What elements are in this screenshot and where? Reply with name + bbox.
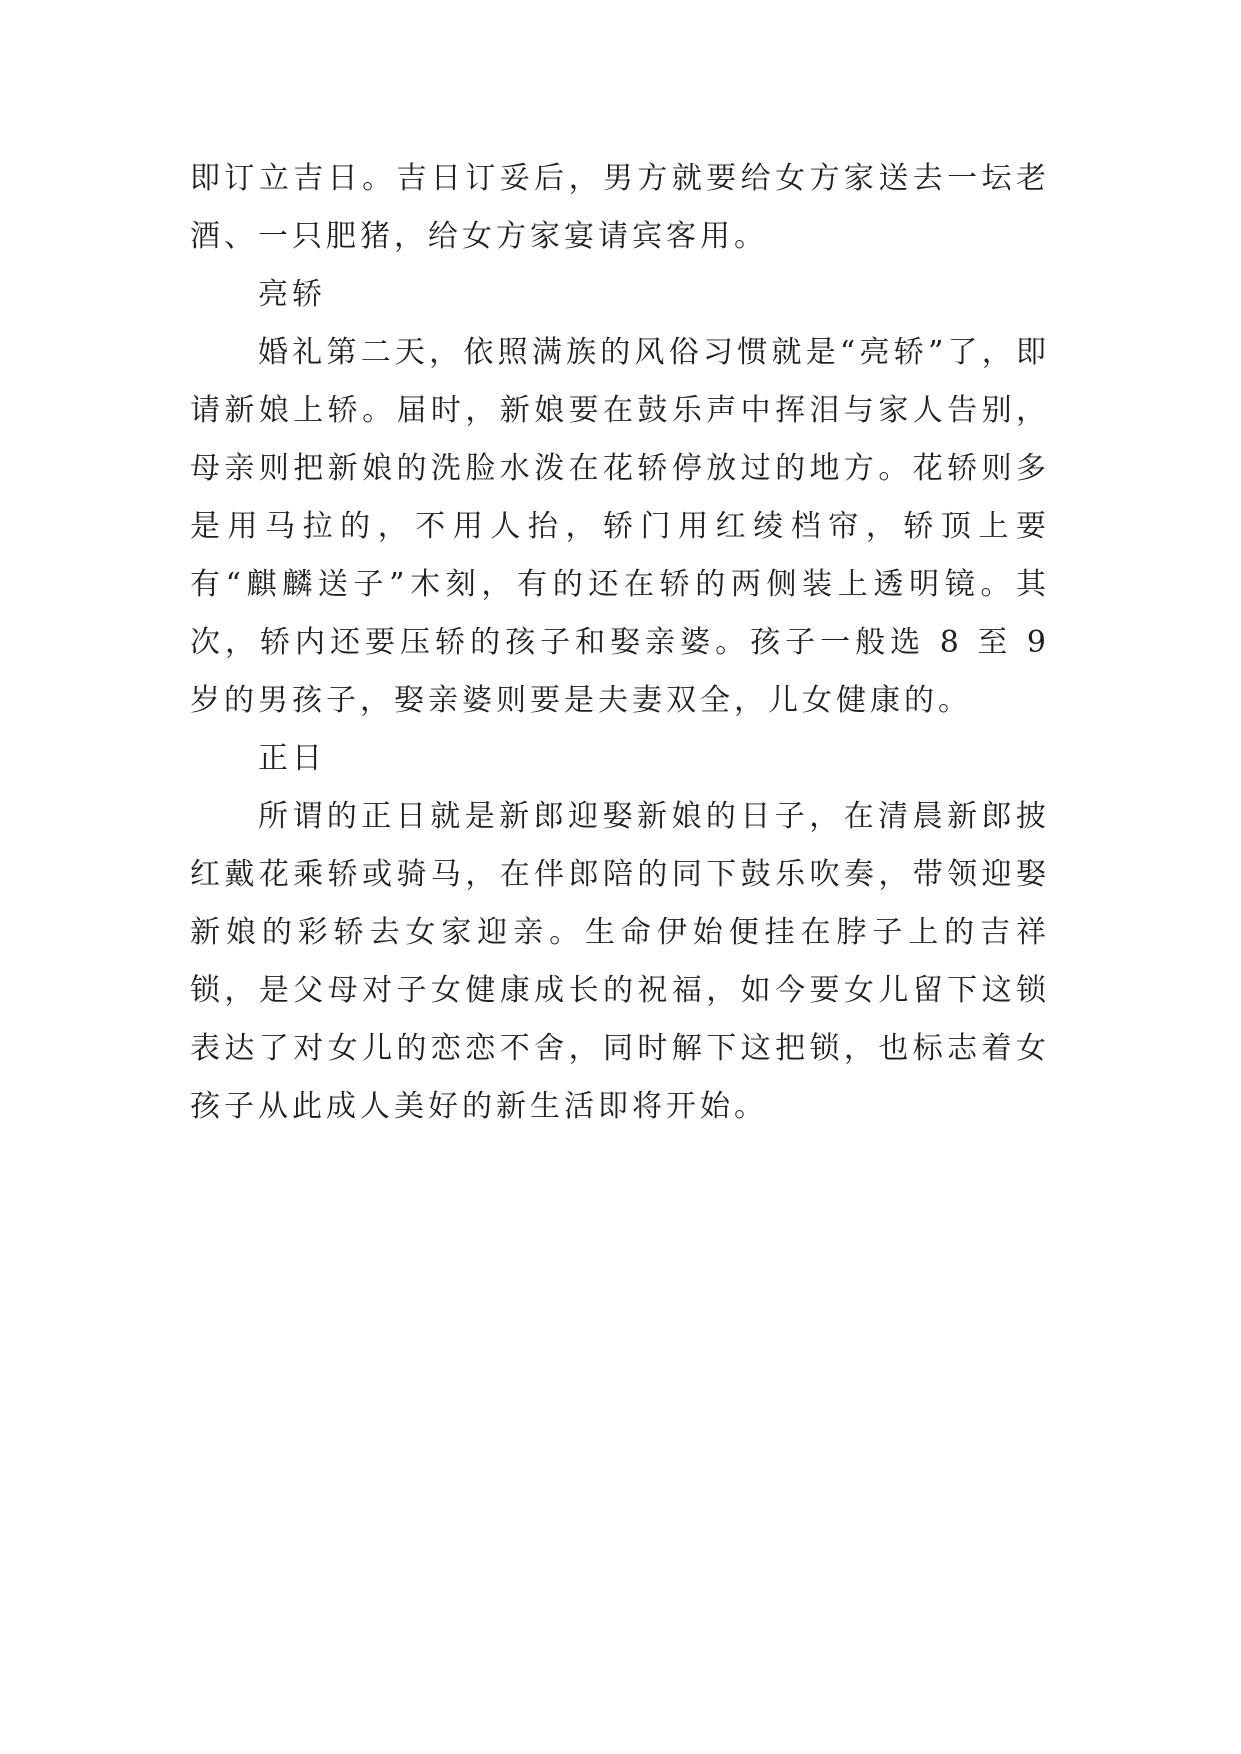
paragraph-zhengri: 所谓的正日就是新郎迎娶新娘的日子，在清晨新郎披红戴花乘轿或骑马，在伴郎陪的同下鼓乐吹奏，带领迎娶新娘的彩轿去女家迎亲。生命伊始便挂在脖子上的吉祥锁，是父母对子女健康成长的祝福，如今要女儿留下这锁表达了对女儿的恋恋不舍，同时解下这把锁，也标志着女孩子从此成人美好的新生活即将开始。 <box>190 799 1050 1124</box>
document-body <box>190 150 1050 1136</box>
section-heading-zhengri: 正日 <box>258 741 326 776</box>
section-heading-liangjiao: 亮轿 <box>258 277 326 312</box>
paragraph-liangjiao: 婚礼第二天，依照满族的风俗习惯就是“亮轿”了，即请新娘上轿。届时，新娘要在鼓乐声中挥泪与家人告别，母亲则把新娘的洗脸水泼在花轿停放过的地方。花轿则多是用马拉的，不用人抬，轿门用红绫档帘，轿顶上要有“麒麟送子”木刻，有的还在轿的两侧装上透明镜。其次，轿内还要压轿的孩子和娶亲婆。孩子一般选 8 至 9 岁的男孩子，娶亲婆则要是夫妻双全，儿女健康的。 <box>190 335 1050 718</box>
paragraph-intro: 即订立吉日。吉日订妥后，男方就要给女方家送去一坛老酒、一只肥猪，给女方家宴请宾客用。 <box>190 161 1050 254</box>
